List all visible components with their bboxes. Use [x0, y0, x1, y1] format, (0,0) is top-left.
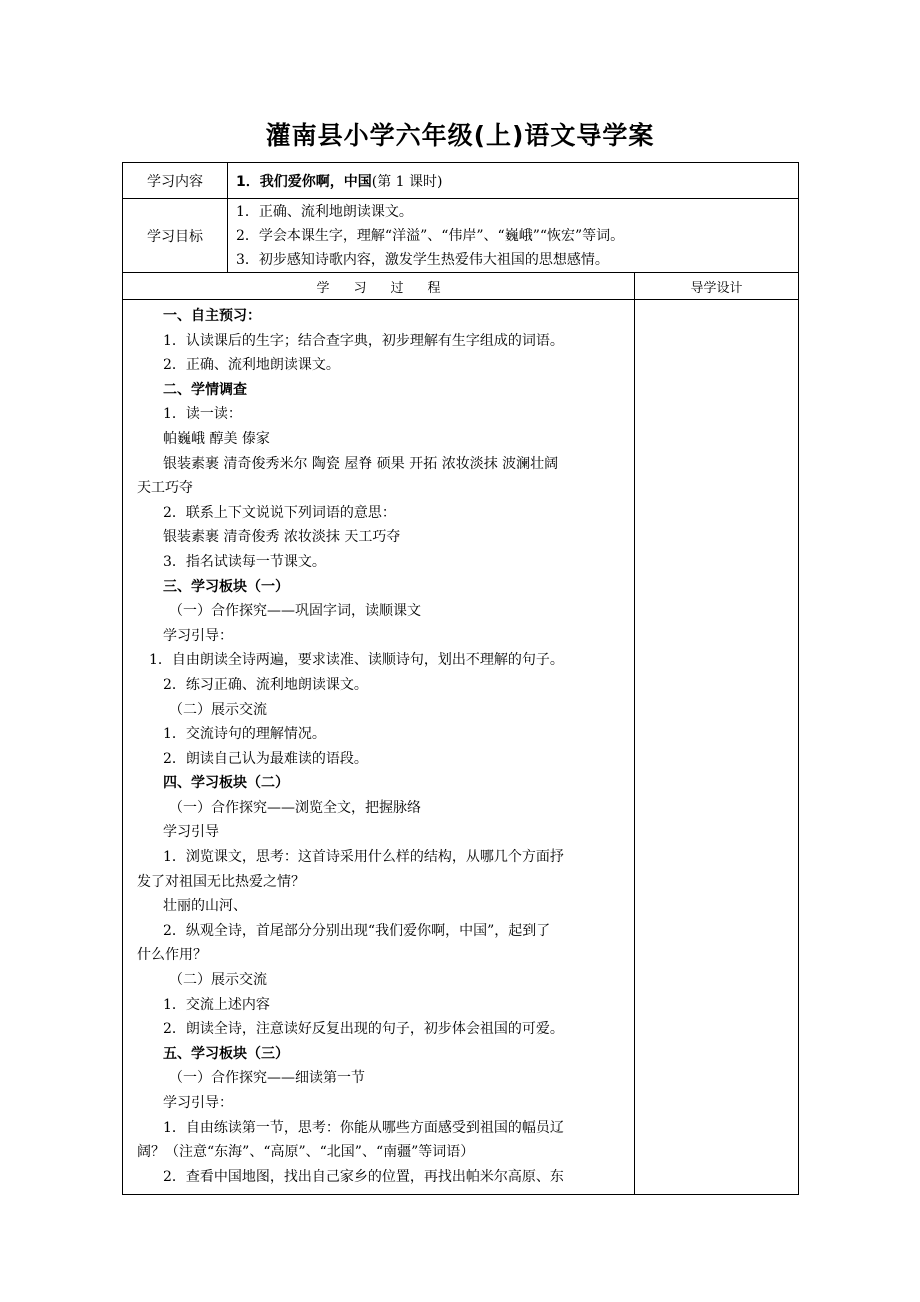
text-line: 1．浏览课文，思考：这首诗采用什么样的结构，从哪几个方面抒: [163, 849, 564, 866]
section-heading: 三、学习板块（一）: [163, 578, 289, 595]
process-row: [123, 300, 799, 1195]
text-line: 2．纵观全诗，首尾部分分别出现“我们爱你啊，中国”，起到了: [163, 922, 551, 939]
text-line: （一）合作探究——巩固字词，读顺课文: [169, 603, 421, 620]
text-line: 2．正确、流利地朗读课文。: [163, 357, 340, 374]
text-line: 1．自由练读第一节，思考：你能从哪些方面感受到祖国的幅员辽: [163, 1119, 564, 1136]
goals-label: 学习目标: [123, 199, 228, 273]
text-line: 天工巧夺: [137, 480, 193, 497]
guide-header: 导学设计: [635, 273, 799, 300]
section-heading: 四、学习板块（二）: [163, 775, 289, 792]
page-title: 灌南县小学六年级(上)语文导学案: [265, 121, 655, 150]
section-heading: 二、学情调查: [163, 381, 247, 398]
lesson-plan-table: [122, 162, 799, 1195]
text-line: 1．交流诗句的理解情况。: [163, 726, 326, 743]
text-line: 银装素裹 清奇俊秀 浓妆淡抹 天工巧夺: [163, 529, 401, 546]
goal-item: 1．正确、流利地朗读课文。: [236, 203, 413, 220]
text-line: 2．查看中国地图，找出自己家乡的位置，再找出帕米尔高原、东: [163, 1168, 564, 1185]
text-line: 2．练习正确、流利地朗读课文。: [163, 676, 368, 693]
text-line: 1．自由朗读全诗两遍，要求读准、读顺诗句，划出不理解的句子。: [149, 652, 564, 669]
text-line: 学习引导：: [163, 1095, 233, 1111]
text-line: 发了对祖国无比热爱之情？: [137, 873, 305, 890]
text-line: 银装素裹 清奇俊秀米尔 陶瓷 屋脊 硕果 开拓 浓妆淡抹 波澜壮阔: [163, 455, 559, 472]
text-line: （一）合作探究——浏览全文，把握脉络: [169, 799, 421, 816]
text-line: 1．交流上述内容: [163, 996, 270, 1013]
header-row: [123, 273, 799, 300]
text-line: 2．朗读自己认为最难读的语段。: [163, 750, 368, 767]
guide-design-cell: [635, 300, 799, 1195]
goal-item: 2．学会本课生字，理解“洋溢”、“伟岸”、“巍峨”“恢宏”等词。: [236, 227, 625, 244]
text-line: 什么作用？: [137, 947, 207, 964]
section-heading: 五、学习板块（三）: [163, 1045, 289, 1062]
lesson-period: (第 1 课时): [371, 173, 443, 190]
text-line: 2．朗读全诗，注意读好反复出现的句子，初步体会祖国的可爱。: [163, 1021, 564, 1038]
goals-row: [123, 199, 799, 273]
text-line: （一）合作探究——细读第一节: [169, 1070, 365, 1087]
text-line: 帕巍峨 醇美 傣家: [163, 430, 270, 447]
text-line: 1．认读课后的生字；结合查字典，初步理解有生字组成的词语。: [163, 332, 564, 349]
text-line: 学习引导: [163, 824, 219, 841]
lesson-title: 1．我们爱你啊，中国: [236, 173, 372, 190]
content-row: [123, 163, 799, 199]
goal-item: 3．初步感知诗歌内容，激发学生热爱伟大祖国的思想感情。: [236, 251, 609, 268]
text-line: 1．读一读：: [163, 406, 242, 423]
process-header: 学习过程: [123, 273, 635, 300]
text-line: （二）展示交流: [169, 701, 267, 718]
content-label: 学习内容: [123, 163, 228, 199]
process-cell: [123, 300, 635, 1195]
section-heading: 一、自主预习：: [163, 308, 261, 324]
text-line: 壮丽的山河、: [163, 898, 247, 915]
text-line: （二）展示交流: [169, 972, 267, 989]
text-line: 阔？（注意“东海”、“高原”、“北国”、“南疆”等词语）: [137, 1144, 475, 1161]
content-value-cell: [228, 163, 799, 199]
text-line: 2．联系上下文说说下列词语的意思：: [163, 504, 396, 521]
text-line: 3．指名试读每一节课文。: [163, 553, 326, 570]
goals-cell: [228, 199, 799, 273]
text-line: 学习引导：: [163, 627, 233, 644]
